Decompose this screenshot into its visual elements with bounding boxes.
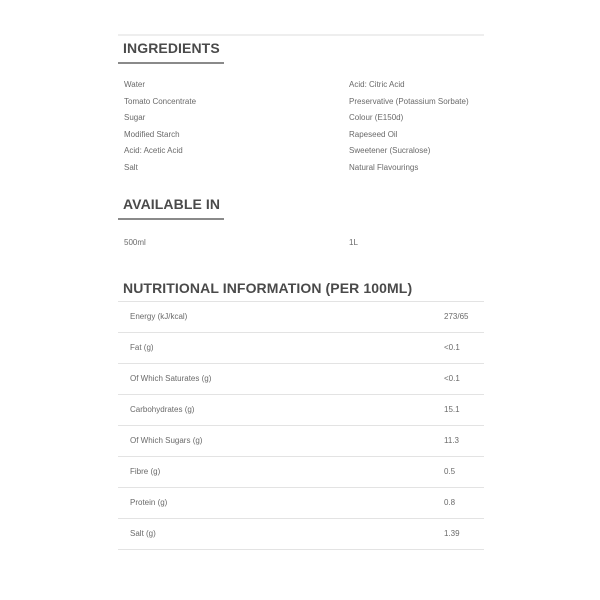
ingredient-item: Water [124, 80, 146, 89]
nutrition-section [118, 280, 484, 550]
ingredient-item: Modified Starch [124, 129, 180, 139]
table-row [118, 487, 484, 518]
available-section [118, 196, 484, 250]
size-option: 500ml [124, 238, 146, 247]
table-row [118, 425, 484, 456]
nutrient-value: 11.3 [444, 436, 459, 445]
nutrient-label: Of Which Sugars (g) [130, 436, 203, 445]
nutrient-label: Salt (g) [130, 529, 156, 538]
nutrient-value: 0.5 [444, 467, 456, 476]
ingredient-item: Sugar [124, 113, 146, 122]
ingredient-item: Sweetener (Sucralose) [349, 146, 431, 155]
ingredient-item: Salt [124, 162, 138, 172]
ingredient-item: Acid: Citric Acid [349, 80, 405, 89]
ingredient-item: Natural Flavourings [349, 162, 419, 172]
nutrition-table [118, 301, 484, 550]
nutrient-value: 0.8 [444, 498, 456, 507]
table-row [118, 518, 484, 549]
ingredient-item: Preservative (Potassium Sorbate) [349, 96, 469, 106]
nutrition-heading: NUTRITIONAL INFORMATION (PER 100ML) [123, 279, 413, 296]
nutrient-label: Fibre (g) [130, 467, 161, 476]
product-info-panel [118, 36, 484, 550]
nutrient-value: 15.1 [444, 405, 460, 414]
nutrient-value: 273/65 [444, 312, 469, 321]
ingredient-item: Rapeseed Oil [349, 129, 398, 139]
ingredient-item: Colour (E150d) [349, 113, 404, 122]
nutrient-value: 1.39 [444, 529, 460, 538]
size-option: 1L [349, 238, 358, 247]
ingredients-list [118, 78, 484, 174]
table-row [118, 363, 484, 394]
nutrient-label: Protein (g) [130, 498, 168, 507]
table-row [118, 301, 484, 332]
table-row [118, 456, 484, 487]
nutrient-label: Energy (kJ/kcal) [130, 312, 188, 321]
table-row [118, 394, 484, 425]
ingredient-item: Acid: Acetic Acid [124, 146, 183, 155]
available-sizes [118, 236, 484, 250]
available-heading: AVAILABLE IN [118, 196, 224, 220]
nutrient-value: <0.1 [444, 374, 460, 383]
ingredient-item: Tomato Concentrate [124, 96, 197, 106]
ingredients-section [118, 40, 484, 174]
nutrient-value: <0.1 [444, 343, 460, 352]
ingredients-heading: INGREDIENTS [118, 40, 224, 64]
nutrient-label: Of Which Saturates (g) [130, 374, 212, 383]
nutrient-label: Fat (g) [130, 343, 154, 352]
nutrient-label: Carbohydrates (g) [130, 405, 195, 414]
table-row [118, 332, 484, 363]
